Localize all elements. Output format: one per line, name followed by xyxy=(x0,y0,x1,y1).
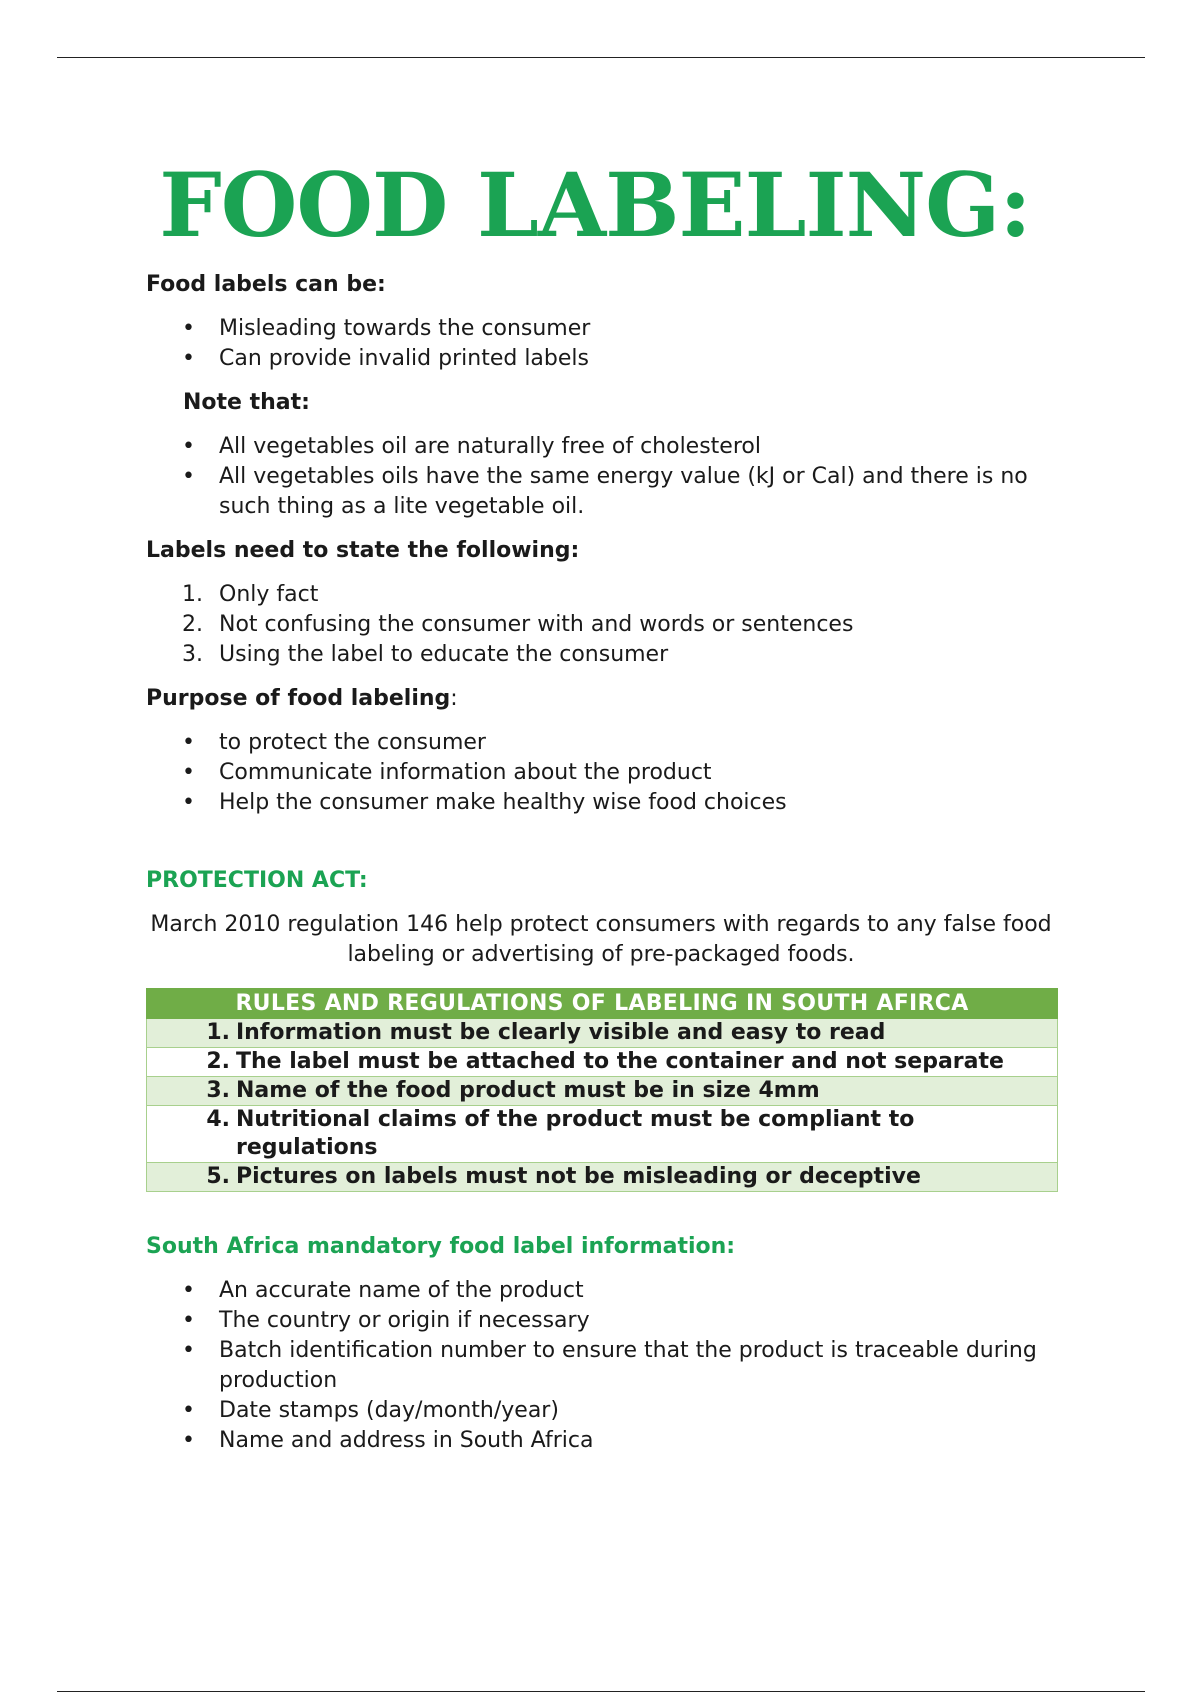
table-row: 3. Name of the food product must be in size 4mm xyxy=(147,1077,1058,1106)
protection-heading: PROTECTION ACT: xyxy=(146,868,368,893)
note-heading: Note that: xyxy=(183,390,310,415)
list-item: • Communicate information about the product xyxy=(182,760,712,785)
list-item: 3. Using the label to educate the consumer xyxy=(182,642,669,667)
list-item: • Can provide invalid printed labels xyxy=(182,346,589,371)
table-row: 2. The label must be attached to the container and not separate xyxy=(147,1048,1058,1077)
list-item: • An accurate name of the product xyxy=(182,1278,584,1303)
purpose-list xyxy=(146,728,1056,818)
list-item: • Batch identification number to ensure that the product is traceable during production xyxy=(182,1338,1037,1393)
purpose-heading: Purpose of food labeling: xyxy=(146,686,458,711)
list-item: • All vegetables oil are naturally free of cholesterol xyxy=(182,434,761,459)
list-item: • Help the consumer make healthy wise food choices xyxy=(182,790,787,815)
table-row: 5. Pictures on labels must not be misleading or deceptive xyxy=(147,1163,1058,1192)
protection-text: March 2010 regulation 146 help protect consumers with regards to any false food labeling or advertising of pre-packaged foods. xyxy=(150,912,1052,967)
list-item: • All vegetables oils have the same energy value (kJ or Cal) and there is no such thing as a lite vegetable oil. xyxy=(182,464,1028,519)
state-heading: Labels need to state the following: xyxy=(146,538,580,563)
page-title: FOOD LABELING: xyxy=(159,153,1031,257)
table-row: 1. Information must be clearly visible and easy to read xyxy=(147,1019,1058,1048)
list-item: • Name and address in South Africa xyxy=(182,1428,594,1453)
list-item: • to protect the consumer xyxy=(182,730,486,755)
can-be-heading: Food labels can be: xyxy=(146,272,386,297)
mandatory-list xyxy=(146,1276,1056,1456)
list-item: • The country or origin if necessary xyxy=(182,1308,590,1333)
state-list xyxy=(146,580,1056,670)
list-item: 1. Only fact xyxy=(182,582,319,607)
can-be-list xyxy=(146,314,1056,374)
list-item: • Misleading towards the consumer xyxy=(182,316,591,341)
table-row: 4. Nutritional claims of the product must be compliant to regulations xyxy=(147,1106,1058,1163)
mandatory-heading: South Africa mandatory food label information: xyxy=(146,1234,736,1259)
note-list xyxy=(146,432,1056,522)
top-rule xyxy=(57,57,1145,58)
bottom-rule xyxy=(57,1691,1145,1692)
rules-table xyxy=(146,988,1058,1192)
list-item: • Date stamps (day/month/year) xyxy=(182,1398,559,1423)
rules-table-header: RULES AND REGULATIONS OF LABELING IN SOUTH AFIRCA xyxy=(147,989,1058,1019)
list-item: 2. Not confusing the consumer with and words or sentences xyxy=(182,612,854,637)
document-body xyxy=(146,150,1056,1470)
